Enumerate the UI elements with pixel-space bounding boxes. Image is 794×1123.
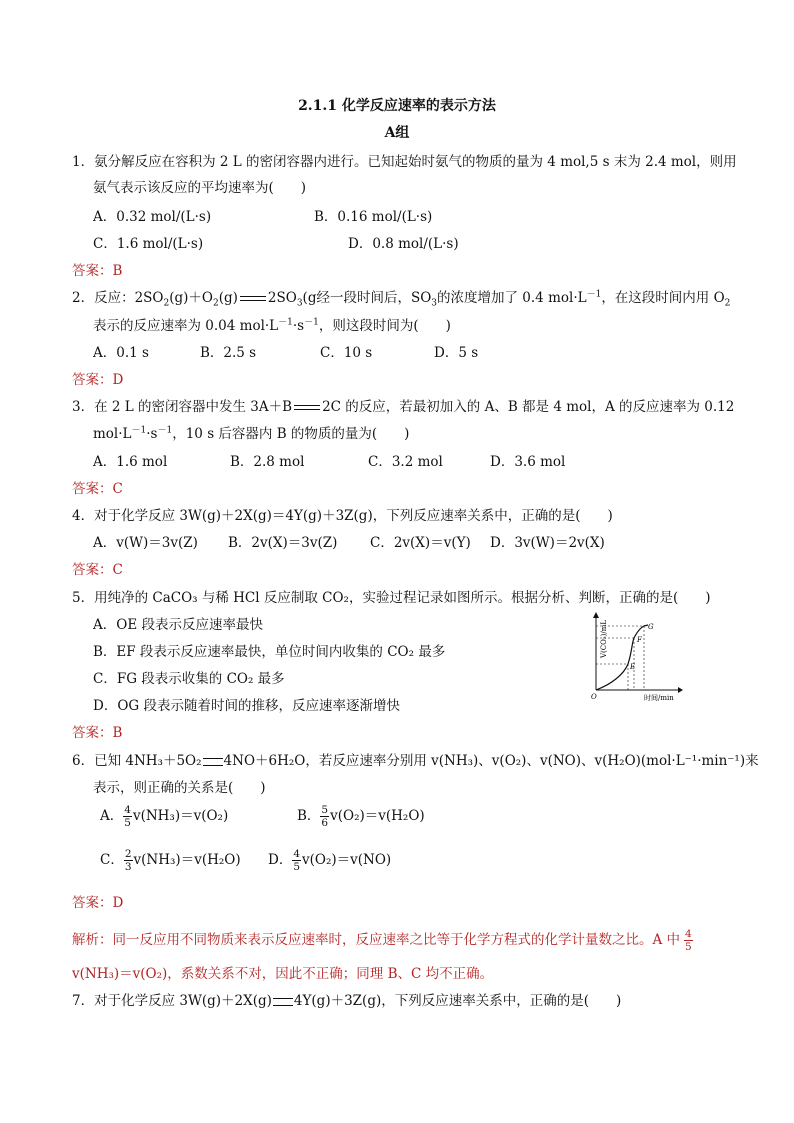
q1-stem-line2: 氨气表示该反应的平均速率为( ) xyxy=(93,180,307,196)
q6-option-b: B． $\frac{5}{6}$ v(O₂)＝v(H₂O) xyxy=(297,804,425,829)
q1-option-a: A．0.32 mol/(L·s) xyxy=(93,209,212,225)
point-g-label: G xyxy=(648,623,654,631)
equilibrium-arrow-icon xyxy=(240,294,266,304)
q5-option-b: B．EF 段表示反应速率最快，单位时间内收集的 CO₂ 最多 xyxy=(93,644,446,660)
point-f-label: F xyxy=(637,636,642,644)
q3-option-c: C．3.2 mol xyxy=(368,454,443,470)
q5-option-c: C．FG 段表示收集的 CO₂ 最多 xyxy=(93,671,285,687)
q3-option-b: B．2.8 mol xyxy=(230,454,305,470)
q5-stem: 5．用纯净的 CaCO₃ 与稀 HCl 反应制取 CO₂，实验过程记录如图所示。根据分析、判断，正确的是( ) xyxy=(72,590,711,606)
q4-option-c: C．2v(X)＝v(Y) xyxy=(370,535,471,551)
q5-option-d: D．OG 段表示随着时间的推移，反应速率逐渐增快 xyxy=(93,698,400,714)
q6-stem-line1: 6．已知 4NH₃＋5O₂ 4NO＋6H₂O，若反应速率分别用 v(NH₃)、v(O₂)、v(NO)、v(H₂O)(mol·L⁻¹·min⁻¹)来 xyxy=(72,753,759,769)
fraction: $\frac{2}{3}$ xyxy=(124,848,132,873)
q5-option-a: A．OE 段表示反应速率最快 xyxy=(93,617,263,633)
equals-sign-icon xyxy=(203,758,223,766)
q6-option-a: A． $\frac{4}{5}$ v(NH₃)＝v(O₂) xyxy=(100,804,229,829)
q3-stem-line1: 3．在 2 L 的密闭容器中发生 3A＋B 2C 的反应，若最初加入的 A、B 都是 4 mol，A 的反应速率为 0.12 xyxy=(72,399,735,415)
q4-option-b: B．2v(X)＝3v(Z) xyxy=(228,535,338,551)
point-e-label: E xyxy=(630,663,636,671)
q4-answer: 答案：C xyxy=(72,562,123,578)
q1-option-b: B．0.16 mol/(L·s) xyxy=(314,209,433,225)
q2-answer: 答案：D xyxy=(72,372,124,388)
origin-label: O xyxy=(591,693,597,701)
q6-option-d: D． $\frac{4}{5}$ v(O₂)＝v(NO) xyxy=(268,848,392,873)
q4-option-a: A．v(W)＝3v(Z) xyxy=(93,535,198,551)
fraction: $\frac{5}{6}$ xyxy=(321,804,329,829)
x-axis-label: 时间/min xyxy=(644,694,674,702)
q7-stem: 7．对于化学反应 3W(g)＋2X(g) 4Y(g)＋3Z(g)，下列反应速率关系中，正确的是( ) xyxy=(72,993,622,1009)
q2-option-a: A．0.1 s xyxy=(93,345,149,361)
q3-option-d: D．3.6 mol xyxy=(490,454,566,470)
q2-option-b: B．2.5 s xyxy=(200,345,257,361)
equilibrium-arrow-icon xyxy=(294,403,320,413)
group-heading: A组 xyxy=(384,125,410,141)
q4-option-d: D．3v(W)＝2v(X) xyxy=(490,535,605,551)
q6-answer: 答案：D xyxy=(72,895,124,911)
q2-stem-line2: 表示的反应速率为 0.04 $mol\cdot L^{-1}\cdot s^{-1}$，则这段时间为( ) xyxy=(93,317,451,334)
y-axis-label: V(CO₂)/mL xyxy=(600,619,608,658)
q3-stem-line2: $mol\cdot L^{-1}\cdot s^{-1}$，10 s 后容器内 B 的物质的量为( ) xyxy=(93,425,410,442)
q6-option-c: C． $\frac{2}{3}$ v(NH₃)＝v(H₂O) xyxy=(100,848,241,873)
q1-answer: 答案：B xyxy=(72,263,123,279)
q2-option-d: D．5 s xyxy=(434,345,479,361)
q6-explanation-line1: 解析：同一反应用不同物质来表示反应速率时，反应速率之比等于化学方程式的化学计量数之比。A 中 $\frac{4}{5}$ xyxy=(72,928,692,953)
q5-answer: 答案：B xyxy=(72,725,123,741)
q3-option-a: A．1.6 mol xyxy=(93,454,168,470)
fraction: $\frac{4}{5}$ xyxy=(293,848,301,873)
q6-stem-line2: 表示，则正确的关系是( ) xyxy=(93,780,266,796)
fraction: $\frac{4}{5}$ xyxy=(124,804,131,829)
q2-option-c: C．10 s xyxy=(320,345,373,361)
page-title: 2.1.1 化学反应速率的表示方法 xyxy=(298,98,496,114)
x-axis-arrow-icon xyxy=(678,687,683,693)
q2-stem-line1: 2．反应：$2SO_2(g)+O_2(g)$ $2SO_3(g$经一段时间后，$SO_3$的浓度增加了 0.4 $mol\cdot L^{-1}$，在这段时间内用 $O_2$ xyxy=(72,289,731,309)
fraction: $\frac{4}{5}$ xyxy=(685,928,692,953)
equals-sign-icon xyxy=(273,998,293,1006)
q1-option-d: D．0.8 mol/(L·s) xyxy=(348,236,459,252)
co2-volume-time-graph xyxy=(582,612,684,702)
q3-answer: 答案：C xyxy=(72,481,123,497)
y-axis-arrow-icon xyxy=(593,612,599,618)
q1-stem-line1: 1．氨分解反应在容积为 2 L 的密闭容器内进行。已知起始时氨气的物质的量为 4 mol,5 s 末为 2.4 mol，则用 xyxy=(72,154,737,170)
q4-stem: 4．对于化学反应 3W(g)＋2X(g)＝4Y(g)＋3Z(g)，下列反应速率关系中，正确的是( ) xyxy=(72,508,613,524)
q1-option-c: C．1.6 mol/(L·s) xyxy=(93,236,204,252)
q6-explanation-line2: v(NH₃)＝v(O₂)，系数关系不对，因此不正确；同理 B、C 均不正确。 xyxy=(72,966,494,982)
